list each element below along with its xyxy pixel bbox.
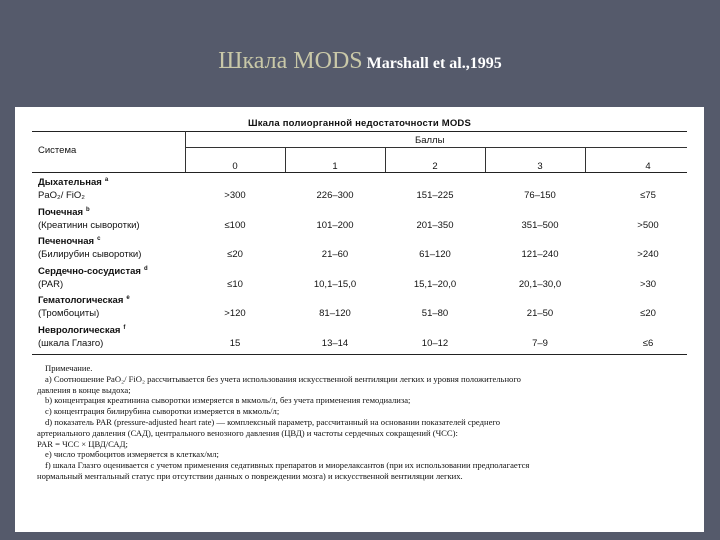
- slide-title: [0, 48, 720, 75]
- row-system-label: [38, 236, 100, 247]
- row-label-text: Печеночная: [38, 236, 95, 248]
- table-cell: ≤100: [224, 219, 246, 231]
- table-cell: >30: [639, 278, 657, 290]
- row-system-sublabel: (Билирубин сыворотки): [38, 249, 142, 260]
- table-notes: [37, 363, 687, 482]
- table-cell: 20,1–30,0: [518, 278, 562, 290]
- table-cell: 151–225: [416, 190, 454, 201]
- table-cell: 201–350: [416, 219, 454, 231]
- row-label-text: Почечная: [38, 206, 84, 218]
- notes-line: артериального давления (САД), центрального венозного давления (ЦВД) и частоты сердечных сокращений (ЧСС):: [37, 427, 458, 438]
- table-cell: 10–12: [421, 337, 449, 349]
- column-divider: [285, 148, 286, 172]
- table-cell: >300: [224, 190, 246, 201]
- slide-title-citation: Marshall et al.,1995: [366, 55, 502, 72]
- points-column-3: 3: [537, 161, 543, 172]
- row-system-label: [38, 177, 108, 188]
- table-bottom-rule: [32, 354, 687, 355]
- row-label-text: Гематологическая: [38, 295, 124, 307]
- table-cell: ≤75: [640, 190, 656, 201]
- table-cell: 21–50: [526, 308, 554, 319]
- notes-line: c) концентрация билирубина сыворотки измеряется в мкмоль/л;: [45, 406, 280, 417]
- table-cell: >240: [637, 249, 659, 260]
- row-label-text: Дыхательная: [38, 177, 102, 189]
- system-column-divider: [185, 131, 186, 172]
- table-cell: ≤20: [227, 249, 243, 260]
- notes-line: a) Соотношение PaO₂/ FiO₂ рассчитывается без учета использования искусственной вентиляции легких и уровня положительного: [45, 373, 521, 384]
- row-system-sublabel: (Тромбоциты): [38, 308, 100, 319]
- row-footnote-marker: c: [97, 236, 101, 242]
- points-column-2: 2: [432, 161, 438, 172]
- column-divider: [385, 148, 386, 172]
- table-cell: 61–120: [419, 249, 451, 260]
- column-divider: [485, 148, 486, 172]
- system-header: Система: [38, 145, 77, 156]
- table-cell: ≤6: [642, 337, 654, 349]
- notes-line: нормальный ментальный статус при отсутствии данных о повреждении мозга) и искусственной вентиляции легких.: [37, 470, 463, 481]
- notes-line: давления в конце выдоха;: [37, 384, 131, 395]
- table-cell: 351–500: [521, 219, 559, 231]
- points-header: Баллы: [415, 135, 445, 146]
- row-system-sublabel: (шкала Глазго): [38, 337, 104, 349]
- header-bottom-rule: [32, 172, 687, 173]
- row-footnote-marker: f: [123, 324, 126, 331]
- row-system-sublabel: (PAR): [38, 278, 64, 290]
- table-cell: 226–300: [316, 190, 354, 201]
- table-cell: >500: [637, 219, 659, 231]
- row-footnote-marker: d: [143, 265, 148, 272]
- table-cell: 101–200: [316, 219, 354, 231]
- notes-line: f) шкала Глазго оценивается с учетом применения седативных препаратов и миорелаксантов (при их использовании предполагается: [45, 460, 530, 471]
- table-cell: 21–60: [321, 249, 349, 260]
- points-header-rule: [185, 147, 687, 148]
- row-system-label: [38, 207, 90, 218]
- table-cell: 15: [229, 337, 241, 349]
- table-cell: ≤20: [640, 308, 656, 319]
- table-cell: 51–80: [421, 308, 449, 319]
- table-cell: 81–120: [319, 308, 351, 319]
- points-column-0: 0: [232, 161, 238, 172]
- row-system-label: [38, 266, 148, 277]
- notes-line: d) показатель PAR (pressure-adjusted heart rate) — комплексный параметр, рассчитанный на основании показателей среднего: [45, 416, 501, 427]
- column-divider: [585, 148, 586, 172]
- row-system-label: [38, 325, 125, 336]
- row-system-label: [38, 295, 130, 306]
- table-cell: 15,1–20,0: [413, 278, 457, 290]
- row-system-sublabel: (Креатинин сыворотки): [38, 219, 140, 231]
- row-footnote-marker: b: [86, 206, 90, 213]
- table-cell: 76–150: [524, 190, 556, 201]
- notes-heading: Примечание.: [45, 363, 93, 373]
- row-label-text: Сердечно-сосудистая: [38, 265, 141, 277]
- table-cell: 10,1–15,0: [313, 278, 357, 290]
- table-cell: 121–240: [521, 249, 559, 260]
- notes-line: PAR = ЧСС × ЦВД/САД;: [37, 438, 128, 449]
- table-image: [15, 107, 704, 532]
- table-top-rule: [32, 131, 687, 132]
- row-label-text: Неврологическая: [38, 324, 121, 336]
- points-column-1: 1: [332, 161, 338, 172]
- table-caption: Шкала полиорганной недостаточности MODS: [247, 118, 472, 129]
- points-column-4: 4: [645, 161, 651, 172]
- row-footnote-marker: а: [104, 177, 109, 183]
- notes-line: b) концентрация креатинина сыворотки измеряется в мкмоль/л, без учета применения гемодиализа;: [45, 395, 411, 406]
- table-cell: >120: [224, 308, 246, 319]
- table-cell: 13–14: [321, 337, 349, 349]
- row-footnote-marker: e: [126, 295, 130, 301]
- notes-line: e) число тромбоцитов измеряется в клетках/мл;: [45, 449, 219, 460]
- table-cell: 7–9: [532, 337, 548, 349]
- table-cell: ≤10: [227, 278, 243, 290]
- row-system-sublabel: PaO₂/ FiO₂: [38, 190, 85, 201]
- slide-title-main: Шкала MODS: [218, 48, 363, 74]
